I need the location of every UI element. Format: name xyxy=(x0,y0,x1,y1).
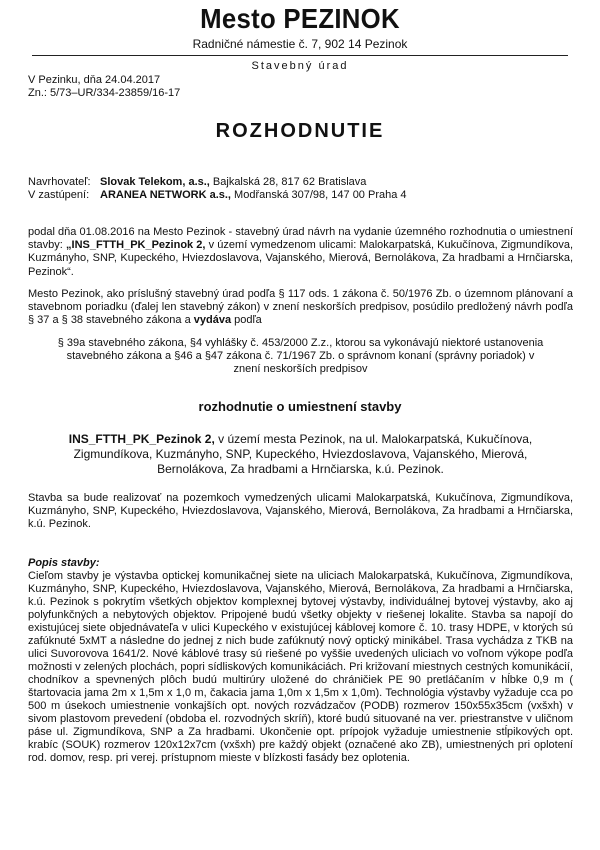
applicant-label: Navrhovateľ: xyxy=(28,176,91,188)
authority-text-end: podľa xyxy=(231,314,262,327)
date-line: V Pezinku, dňa 24.04.2017 xyxy=(28,74,161,86)
representative-label: V zastúpení: xyxy=(28,189,90,201)
authority-issues-word: vydáva xyxy=(193,314,232,327)
decision-heading: rozhodnutie o umiestnení stavby xyxy=(198,399,402,414)
intro-text: podal dňa 01.08.2016 na Mesto Pezinok - stavebný úrad návrh na vydanie územného rozhodnutia o umiestnení stavby: xyxy=(28,226,573,252)
description-label: Popis stavby: xyxy=(28,557,100,569)
header-divider xyxy=(32,55,568,56)
applicant-address: Bajkalská 28, 817 62 Bratislava xyxy=(209,176,367,188)
intro-project-name: „INS_FTTH_PK_Pezinok 2, xyxy=(66,239,206,252)
representative-address: Modřanská 307/98, 147 00 Praha 4 xyxy=(231,189,407,201)
decision-project-name: INS_FTTH_PK_Pezinok 2, xyxy=(68,432,215,446)
authority-text: Mesto Pezinok, ako príslušný stavebný úrad podľa § 117 ods. 1 zákona č. 50/1976 Zb. o územnom plánovaní a stavebnom poriadku (ďalej len stavebný zákon) v znení neskorších predpisov, posúdilo predložený návrh podľa § 37 a § 38 stavebného zákona a xyxy=(28,288,573,327)
decision-paragraph xyxy=(28,432,573,477)
decision-text: v území mesta Pezinok, na ul. Malokarpatská, Kukučínova, Zigmundíkova, Kuzmányho, SNP, Kupeckého, Hviezdoslavova, Vajanského, Mierová, Bernolákova, Za hradbami a Hrnčiarska, k.ú. Pezinok. xyxy=(73,432,533,476)
description-paragraph: Cieľom stavby je výstavba optickej komunikačnej siete na uliciach Malokarpatská, Kukučínova, Zigmundíkova, Kuzmányho, SNP, Kupeckého, Hviezdoslavova, Vajanského, Mierová, Bernolákova, Za hradbami a Hrnčiarska, k.ú. Pezinok s pokrytím všetkých objektov komplexnej bytovej výstavby, individuálnej bytovej výstavby, ako aj polyfunkčných a nebytových objektov. Pripojené budú všetky objekty v riešenej lokalite. Stavba sa napojí do existujúcej siete objednávateľa v ulici Kupeckého v existujúcej káblovej komore č. 10. trasy HDPE, v ktorých sú zafúknuté 5xMT a následne do jednej z nich bude zafúknutý nový optický minikábel. Trasa vychádza z TKB na ulici Suvorovova 1641/2. Nové káblové trasy sú riešené po vyššie uvedených uliciach vo voľnom výkope podľa možnosti v zelených plochách, popri sídliskových komunikáciách. Pri križovaní miestnych cestných komunikácií, chodníkov a spevnených plôch budú multirúry uložené do chráničiek PE 90 pretláčaním v hĺbke 0,9 m ( štartovacia jama 2m x 1,5m x 1,0 m, čakacia jama 1,0m x 1,5m x 1,0m). Technológia výstavby vyžaduje cca po 500 m úsekoch umiestnenie vonkajších opt. nových rozvádzačov (PODB) rozmerov 150x55x35cm (vxšxh) v sivom plastovom prevedení (obdoba el. rozvodných skríň), ktoré budú situované na ver. priestranstve v uličnom páse ul. Zigmundíkova, SNP a Za hradbami. Ukončenie opt. prípojok vyžaduje umiestnenie stĺpikových opt. krabíc (SOUK) rozmerov 120x12x7cm (vxšxh) pre každý objekt (označené ako ZB), umiestnených pri oplotení rod. domov, resp. pri verej. prístupnom mieste v blízkosti fasády bez oplotenia. xyxy=(28,570,573,764)
municipality-address: Radničné námestie č. 7, 902 14 Pezinok xyxy=(192,37,408,51)
document-meta xyxy=(28,74,180,100)
decision-title: ROZHODNUTIE xyxy=(215,120,385,142)
reference-number: Zn.: 5/73–UR/334-23859/16-17 xyxy=(28,87,181,99)
applicant-name: Slovak Telekom, a.s., xyxy=(100,176,210,188)
authority-paragraph xyxy=(28,288,573,328)
representative-name: ARANEA NETWORK a.s., xyxy=(100,189,231,201)
applicant-row xyxy=(28,176,407,189)
location-paragraph: Stavba sa bude realizovať na pozemkoch vymedzených ulicami Malokarpatská, Kukučínova, Zigmundíkova, Kuzmányho, SNP, Kupeckého, Hviezdoslavova, Vajanského, Mierová, Bernolákova, Za hradbami a Hrnčiarska, k.ú. Pezinok. xyxy=(28,492,573,531)
legal-basis-paragraph: § 39a stavebného zákona, §4 vyhlášky č. 453/2000 Z.z., ktorou sa vykonávajú niektoré ustanovenia stavebného zákona a §46 a §47 zákona č. 71/1967 Zb. o správnom konaní (správny poriadok) v znení neskorších predpisov xyxy=(57,337,544,376)
parties-block xyxy=(28,176,407,202)
intro-text-end: v území vymedzenom ulicami: Malokarpatská, Kukučínova, Zigmundíkova, Kuzmányho, SNP, Kupeckého, Hviezdoslavova, Vajanského, Mierová, Bernolákova, Za hradbami a Hrnčiarska, Pezinok“. xyxy=(28,239,573,278)
office-name: Stavebný úrad xyxy=(251,60,349,72)
municipality-title: Mesto PEZINOK xyxy=(200,3,400,34)
representative-row xyxy=(28,189,407,202)
intro-paragraph xyxy=(28,226,573,279)
